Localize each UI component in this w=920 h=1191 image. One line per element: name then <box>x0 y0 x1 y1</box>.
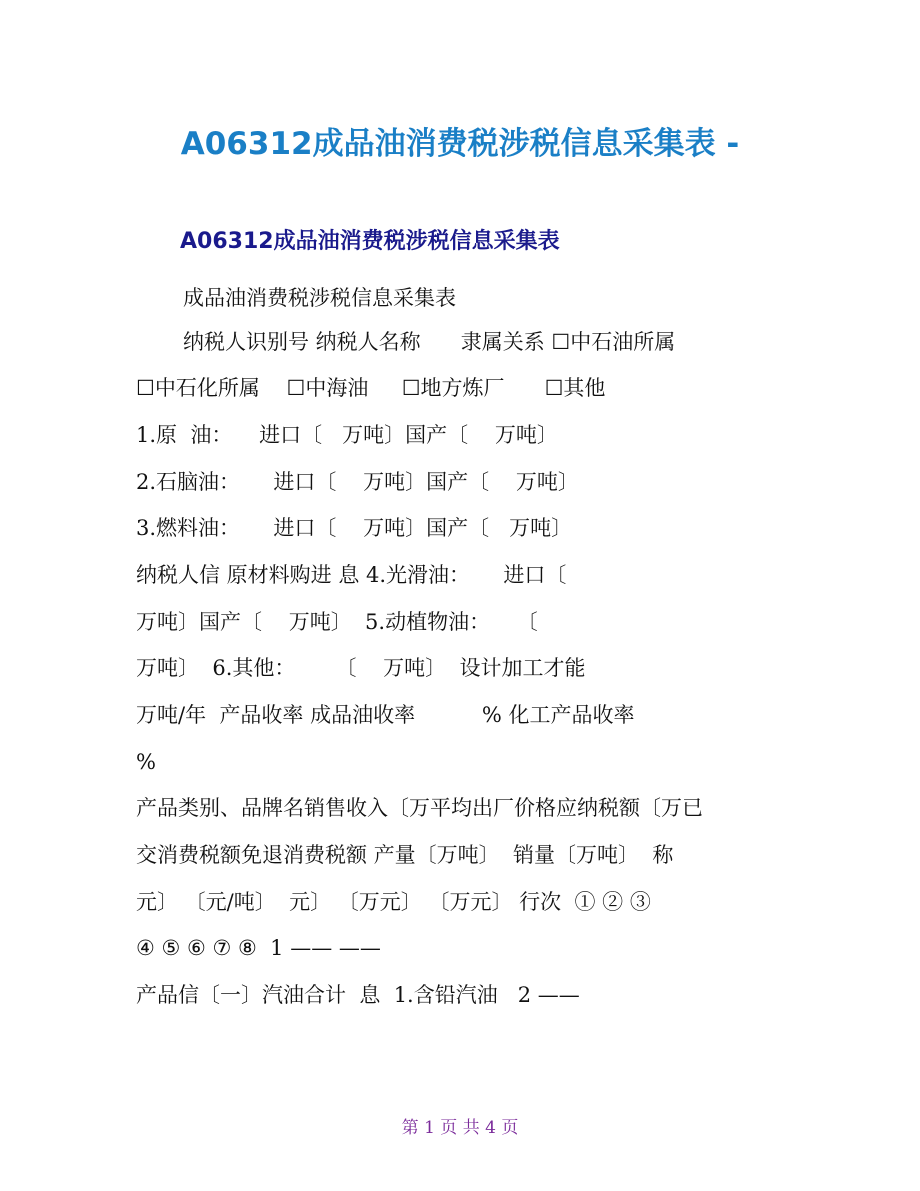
body-line-7: 纳税人信 原材料购进 息 4.光滑油： 进口〔 <box>136 563 567 587</box>
document-title: A06312成品油消费税涉税信息采集表 - <box>180 126 740 162</box>
body-line-5: 2.石脑油： 进口〔 万吨〕国产〔 万吨〕 <box>136 470 579 494</box>
body-line-3: ☐中石化所属 ☐中海油 ☐地方炼厂 ☐其他 <box>136 376 606 400</box>
document-subtitle: A06312成品油消费税涉税信息采集表 <box>180 229 560 254</box>
body-line-8: 万吨〕国产〔 万吨〕 5.动植物油： 〔 <box>136 610 538 634</box>
body-line-6: 3.燃料油： 进口〔 万吨〕国产〔 万吨〕 <box>136 516 573 540</box>
body-line-2: 纳税人识别号 纳税人名称 隶属关系 ☐中石油所属 <box>183 330 676 354</box>
body-line-11: % <box>136 750 156 774</box>
body-line-14: 元〕 〔元/吨〕 元〕 〔万元〕 〔万元〕 行次 ① ② ③ <box>136 890 651 914</box>
body-line-9: 万吨〕 6.其他： 〔 万吨〕 设计加工才能 <box>136 656 586 680</box>
body-line-12: 产品类别、品牌名销售收入〔万平均出厂价格应纳税额〔万已 <box>136 796 703 820</box>
body-line-16: 产品信〔一〕汽油合计 息 1.含铅汽油 2 —— <box>136 983 580 1007</box>
body-line-15: ④ ⑤ ⑥ ⑦ ⑧ 1 —— —— <box>136 936 381 960</box>
body-line-10: 万吨/年 产品收率 成品油收率 % 化工产品收率 <box>136 703 635 727</box>
page-number-footer: 第 1 页 共 4 页 <box>401 1118 519 1138</box>
body-line-13: 交消费税额免退消费税额 产量〔万吨〕 销量〔万吨〕 称 <box>136 843 674 867</box>
body-line-4: 1.原 油： 进口〔 万吨〕国产〔 万吨〕 <box>136 423 558 447</box>
body-line-1: 成品油消费税涉税信息采集表 <box>183 286 456 310</box>
